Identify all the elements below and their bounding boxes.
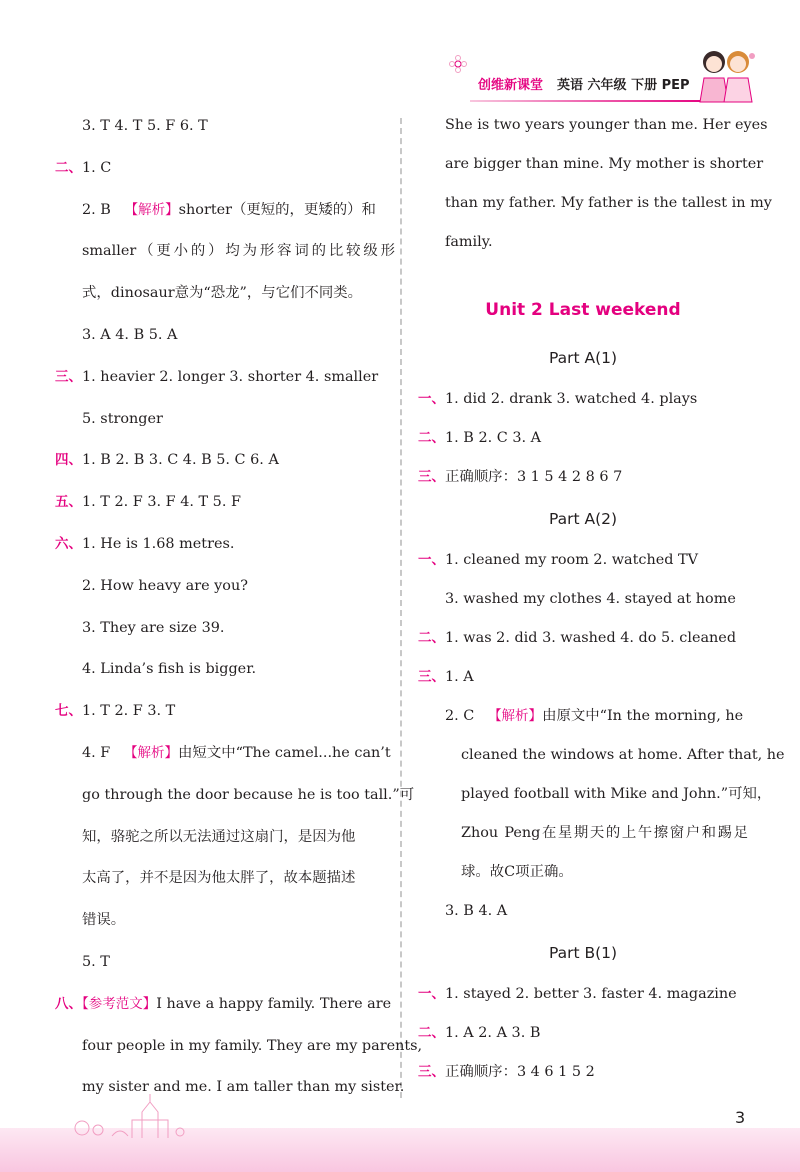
answer-line: 5. T [82,953,110,970]
analysis-text: 式，dinosaur意为“恐龙”，与它们不同类。 [82,285,363,302]
answer-line: 1. T 2. F 3. F 4. T 5. F [82,494,241,511]
analysis-text: Zhou Peng在星期天的上午擦窗户和踢足 [461,825,748,841]
section-marker: 三、 [55,368,82,385]
castle-decoration-icon [62,1090,202,1140]
girls-illustration-icon [690,44,760,106]
essay-text: my sister and me. I am taller than my sister. [82,1079,405,1096]
section-marker: 二、 [418,630,445,646]
header-rule [470,100,708,102]
right-column [418,106,785,1092]
analysis-text: 太高了，并不是因为他太胖了，故本题描述 [82,870,356,887]
left-column [55,106,423,1109]
analysis-text: cleaned the windows at home. After that, he [461,747,785,763]
answer-line: 1. A [445,669,474,685]
book-info: 英语 六年级 下册 PEP [557,78,690,93]
section-marker: 一、 [418,986,445,1002]
essay-text: I have a happy family. There are [156,995,392,1012]
analysis-text: 球。故C项正确。 [461,864,573,880]
answer-line: 3. They are size 39. [82,619,225,636]
section-marker: 一、 [418,391,445,407]
answer-line: 1. B 2. C 3. A [445,430,542,446]
section-marker: 七、 [55,703,82,720]
essay-text: are bigger than mine. My mother is shorter [445,156,764,172]
analysis-text: shorter（更短的，更矮的）和 [178,201,376,218]
section-marker: 八、 [55,995,82,1012]
answer-line: 1. T 2. F 3. T [82,703,176,720]
essay-text: family. [445,234,493,250]
section-marker: 五、 [55,494,82,511]
answer-line: 3. B 4. A [445,903,508,919]
analysis-text: 知，骆驼之所以无法通过这扇门，是因为他 [82,828,356,845]
answer-line: 1. did 2. drank 3. watched 4. plays [445,391,698,407]
analysis-text: smaller（更小的）均为形容词的比较级形 [82,243,395,260]
analysis-tag: 【解析】 [488,708,543,724]
answer-line: 正确顺序：3 1 5 4 2 8 6 7 [445,469,623,485]
section-marker: 二、 [55,159,82,176]
answer-line: 1. B 2. B 3. C 4. B 5. C 6. A [82,452,279,469]
page-number: 3 [735,1108,746,1127]
answer-line: 1. heavier 2. longer 3. shorter 4. smaller [82,368,379,385]
section-marker: 四、 [55,452,82,469]
answer-line: 5. stronger [82,410,163,427]
answer-line: 2. B [82,201,111,218]
answer-line: 1. He is 1.68 metres. [82,535,235,552]
answer-line: 3. A 4. B 5. A [82,326,178,343]
section-marker: 三、 [418,669,445,685]
analysis-tag: 【解析】 [124,744,179,761]
analysis-tag: 【解析】 [124,201,179,218]
analysis-text: played football with Mike and John.”可知， [461,786,772,802]
answer-line: 1. C [82,159,112,176]
flower-decoration-icon [448,54,468,74]
part-title: Part A(1) [548,349,618,367]
answer-line: 4. F [82,744,111,761]
answer-line: 1. A 2. A 3. B [445,1025,541,1041]
analysis-text: go through the door because he is too tall.”可 [82,786,415,803]
section-marker: 三、 [418,1064,445,1080]
answer-line: 3. T 4. T 5. F 6. T [82,118,208,134]
part-title: Part A(2) [548,510,618,528]
sample-essay-tag: 【参考范文】 [82,995,157,1012]
answer-line: 4. Linda’s fish is bigger. [82,661,257,678]
essay-text: four people in my family. They are my parents, [82,1037,423,1054]
answer-line: 2. C [445,708,475,724]
answer-line: 1. stayed 2. better 3. faster 4. magazine [445,986,737,1002]
page-header [478,74,690,98]
part-title: Part B(1) [548,944,618,962]
column-divider [400,118,402,1098]
analysis-text: 由原文中“In the morning, he [542,708,744,724]
section-marker: 三、 [418,469,445,485]
analysis-text: 错误。 [82,912,126,929]
essay-text: than my father. My father is the tallest in my [445,195,772,211]
unit-title: Unit 2 Last weekend [485,300,681,320]
section-marker: 二、 [418,430,445,446]
section-marker: 六、 [55,535,82,552]
essay-text: She is two years younger than me. Her eyes [445,117,768,133]
section-marker: 二、 [418,1025,445,1041]
answer-line: 2. How heavy are you? [82,577,248,594]
section-marker: 一、 [418,552,445,568]
answer-line: 3. washed my clothes 4. stayed at home [445,591,736,607]
answer-line: 正确顺序：3 4 6 1 5 2 [445,1064,595,1080]
analysis-text: 由短文中“The camel...he can’t [178,744,391,761]
answer-line: 1. cleaned my room 2. watched TV [445,552,699,568]
brand-name: 创维新课堂 [478,78,544,93]
answer-line: 1. was 2. did 3. washed 4. do 5. cleaned [445,630,737,646]
